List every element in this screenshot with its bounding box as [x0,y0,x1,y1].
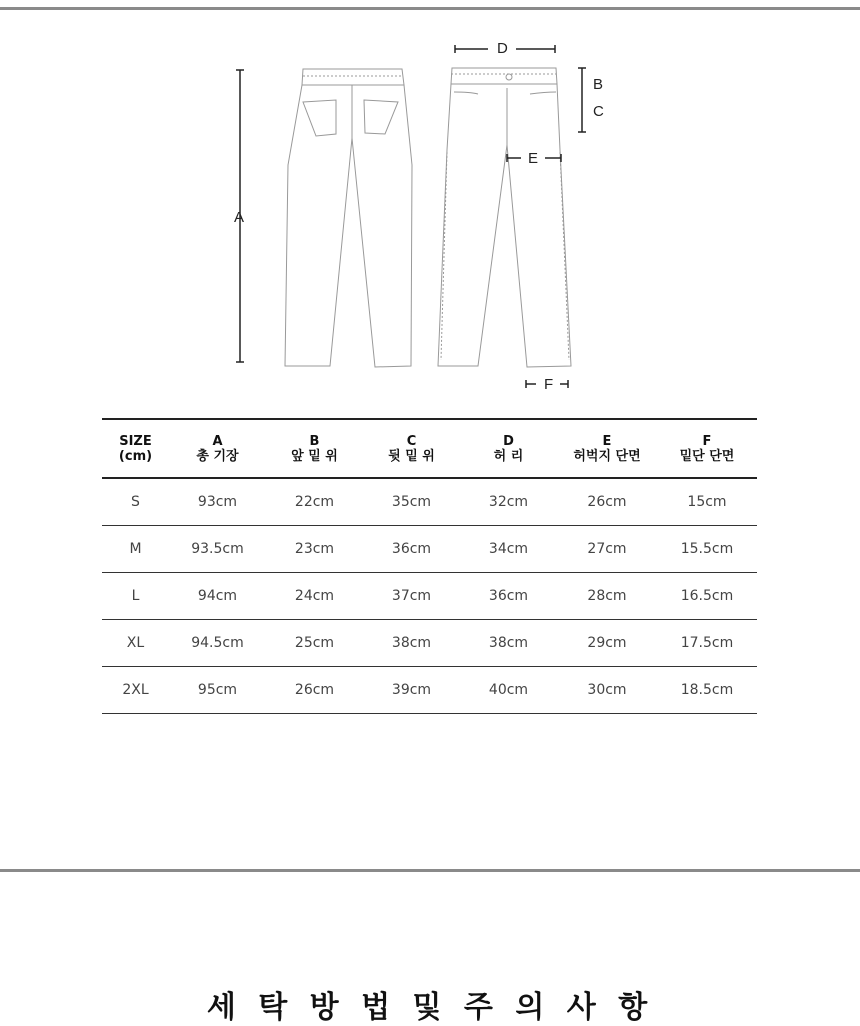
header-back-rise: C 뒷 밑 위 [388,433,435,464]
table-cell: 40cm [460,667,557,714]
top-divider [0,7,860,10]
table-cell: 93.5cm [169,526,266,573]
table-row [102,620,757,667]
washing-instructions-title: 세 탁 방 법 및 주 의 사 항 [206,990,654,1025]
table-cell: L [102,573,169,620]
table-cell: 28cm [557,573,657,620]
table-cell: 25cm [266,620,363,667]
table-row [102,478,757,526]
table-cell: 24cm [266,573,363,620]
dimension-label-e: E [528,150,539,167]
size-chart-table [102,418,757,714]
table-cell: 26cm [266,667,363,714]
header-front-rise: B 앞 밑 위 [291,433,338,464]
table-cell: 32cm [460,478,557,526]
dimension-label-b: B [593,76,604,93]
table-cell: 93cm [169,478,266,526]
table-cell: 36cm [460,573,557,620]
dimension-label-a: A [234,209,245,226]
table-cell: 18.5cm [657,667,757,714]
table-cell: 95cm [169,667,266,714]
header-waist: D 허 리 [493,433,524,464]
table-cell: XL [102,620,169,667]
table-cell: 26cm [557,478,657,526]
table-cell: 94cm [169,573,266,620]
table-cell: 39cm [363,667,460,714]
header-total-length: A 총 기장 [196,433,239,464]
back-view-pants [285,69,412,367]
table-cell: 30cm [557,667,657,714]
table-cell: 36cm [363,526,460,573]
dimension-label-f: F [544,376,554,393]
section-divider [0,869,860,872]
table-cell: 94.5cm [169,620,266,667]
table-cell: 29cm [557,620,657,667]
table-row [102,573,757,620]
table-cell: 17.5cm [657,620,757,667]
front-view-pants [438,68,571,367]
table-cell: 35cm [363,478,460,526]
table-header-row [102,419,757,478]
table-cell: 23cm [266,526,363,573]
table-cell: 34cm [460,526,557,573]
pants-measurement-diagram [0,30,860,400]
dimension-label-d: D [497,40,508,57]
table-row [102,667,757,714]
table-cell: 27cm [557,526,657,573]
table-cell: 22cm [266,478,363,526]
table-cell: 15cm [657,478,757,526]
header-thigh: E 허벅지 단면 [573,433,641,464]
table-row [102,526,757,573]
dimension-bc-line [578,68,586,132]
table-cell: M [102,526,169,573]
table-cell: 38cm [460,620,557,667]
header-hem: F 밑단 단면 [679,433,735,464]
table-cell: 38cm [363,620,460,667]
table-cell: 37cm [363,573,460,620]
dimension-label-c: C [593,103,604,120]
table-cell: 15.5cm [657,526,757,573]
table-cell: 2XL [102,667,169,714]
pants-illustration [0,30,860,400]
table-cell: 16.5cm [657,573,757,620]
table-cell: S [102,478,169,526]
header-size: SIZE (cm) [118,433,153,464]
